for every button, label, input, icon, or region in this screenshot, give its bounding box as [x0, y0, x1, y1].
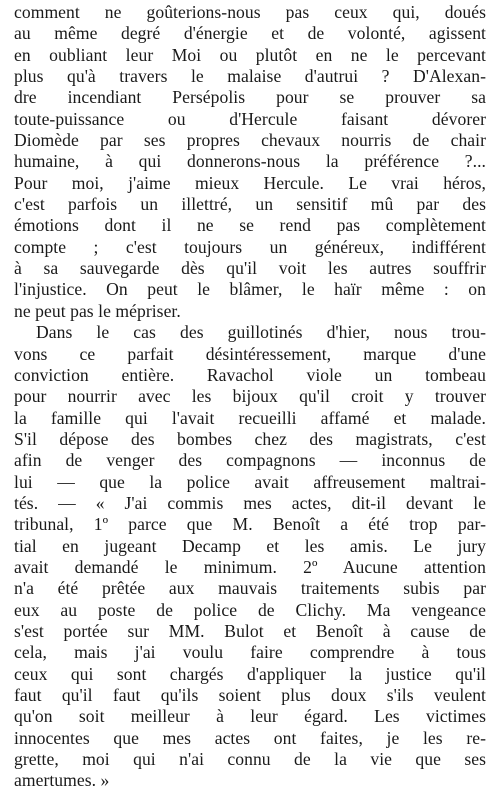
text-line: émotions dont il ne se rend pas complètement: [14, 215, 486, 236]
text-line: tial en jugeant Decamp et les amis. Le jury: [14, 535, 486, 556]
text-line: qu'on soit meilleur à leur égard. Les victimes: [14, 706, 486, 727]
text-line: Diomède par ses propres chevaux nourris de chair: [14, 130, 486, 151]
text-line: S'il dépose des bombes chez des magistrats, c'est: [14, 428, 486, 449]
text-line: à sa sauvegarde dès qu'il voit les autres souffrir: [14, 258, 486, 279]
text-line: n'a été prêtée aux mauvais traitements subis par: [14, 578, 486, 599]
text-line: grette, moi qui n'ai connu de la vie que ses: [14, 749, 486, 770]
text-line: faut qu'il faut qu'ils soient plus doux s'ils veulent: [14, 685, 486, 705]
text-line: ne peut pas le mépriser.: [14, 300, 181, 321]
text-line: comment ne goûterions-nous pas ceux qui, doués: [14, 2, 486, 22]
text-line: avait demandé le minimum. 2º Aucune attention: [14, 556, 486, 577]
document-page: [14, 2, 486, 791]
text-line: humaine, à qui donnerons-nous la préférence ?...: [14, 151, 486, 172]
text-line: c'est parfois un illettré, un sensitif mû par des: [14, 194, 486, 215]
text-line: eux au poste de police de Clichy. Ma vengeance: [14, 599, 486, 620]
text-line: innocentes que mes actes ont faites, je les re-: [14, 727, 486, 748]
text-line: cela, mais j'ai voulu faire comprendre à tous: [14, 642, 486, 663]
paragraph-1: [14, 2, 486, 322]
text-line: plus qu'à travers le malaise d'autrui ? D'Alexan-: [14, 66, 486, 87]
text-line: en oubliant leur Moi ou plutôt en ne le percevant: [14, 44, 486, 65]
text-line: la famille qui l'avait recueilli affamé et malade.: [14, 407, 486, 428]
text-line: tribunal, 1º parce que M. Benoît a été trop par-: [14, 514, 486, 535]
text-line: tés. — « J'ai commis mes actes, dit-il devant le: [14, 492, 486, 513]
text-line: amertumes. »: [14, 770, 110, 791]
text-line: Pour moi, j'aime mieux Hercule. Le vrai héros,: [14, 172, 486, 193]
text-line: toute-puissance ou d'Hercule faisant dévorer: [14, 108, 486, 129]
text-line: compte ; c'est toujours un généreux, indifférent: [14, 236, 486, 257]
text-line: lui — que la police avait affreusement maltrai-: [14, 471, 486, 492]
text-line: Dans le cas des guillotinés d'hier, nous trou-: [36, 322, 486, 343]
text-line: dre incendiant Persépolis pour se prouver sa: [14, 87, 486, 108]
text-line: afin de venger des compagnons — inconnus de: [14, 450, 486, 471]
text-line: pour nourrir avec les bijoux qu'il croit y trouver: [14, 386, 486, 407]
text-line: au même degré d'énergie et de volonté, agissent: [14, 23, 486, 44]
text-line: conviction entière. Ravachol viole un tombeau: [14, 364, 486, 385]
text-line: l'injustice. On peut le blâmer, le haïr même : on: [14, 279, 486, 300]
text-line: s'est portée sur MM. Bulot et Benoît à cause de: [14, 620, 486, 641]
text-line: vons ce parfait désintéressement, marque d'une: [14, 343, 486, 364]
paragraph-2: [14, 322, 486, 792]
text-line: ceux qui sont chargés d'appliquer la justice qu'il: [14, 663, 486, 684]
